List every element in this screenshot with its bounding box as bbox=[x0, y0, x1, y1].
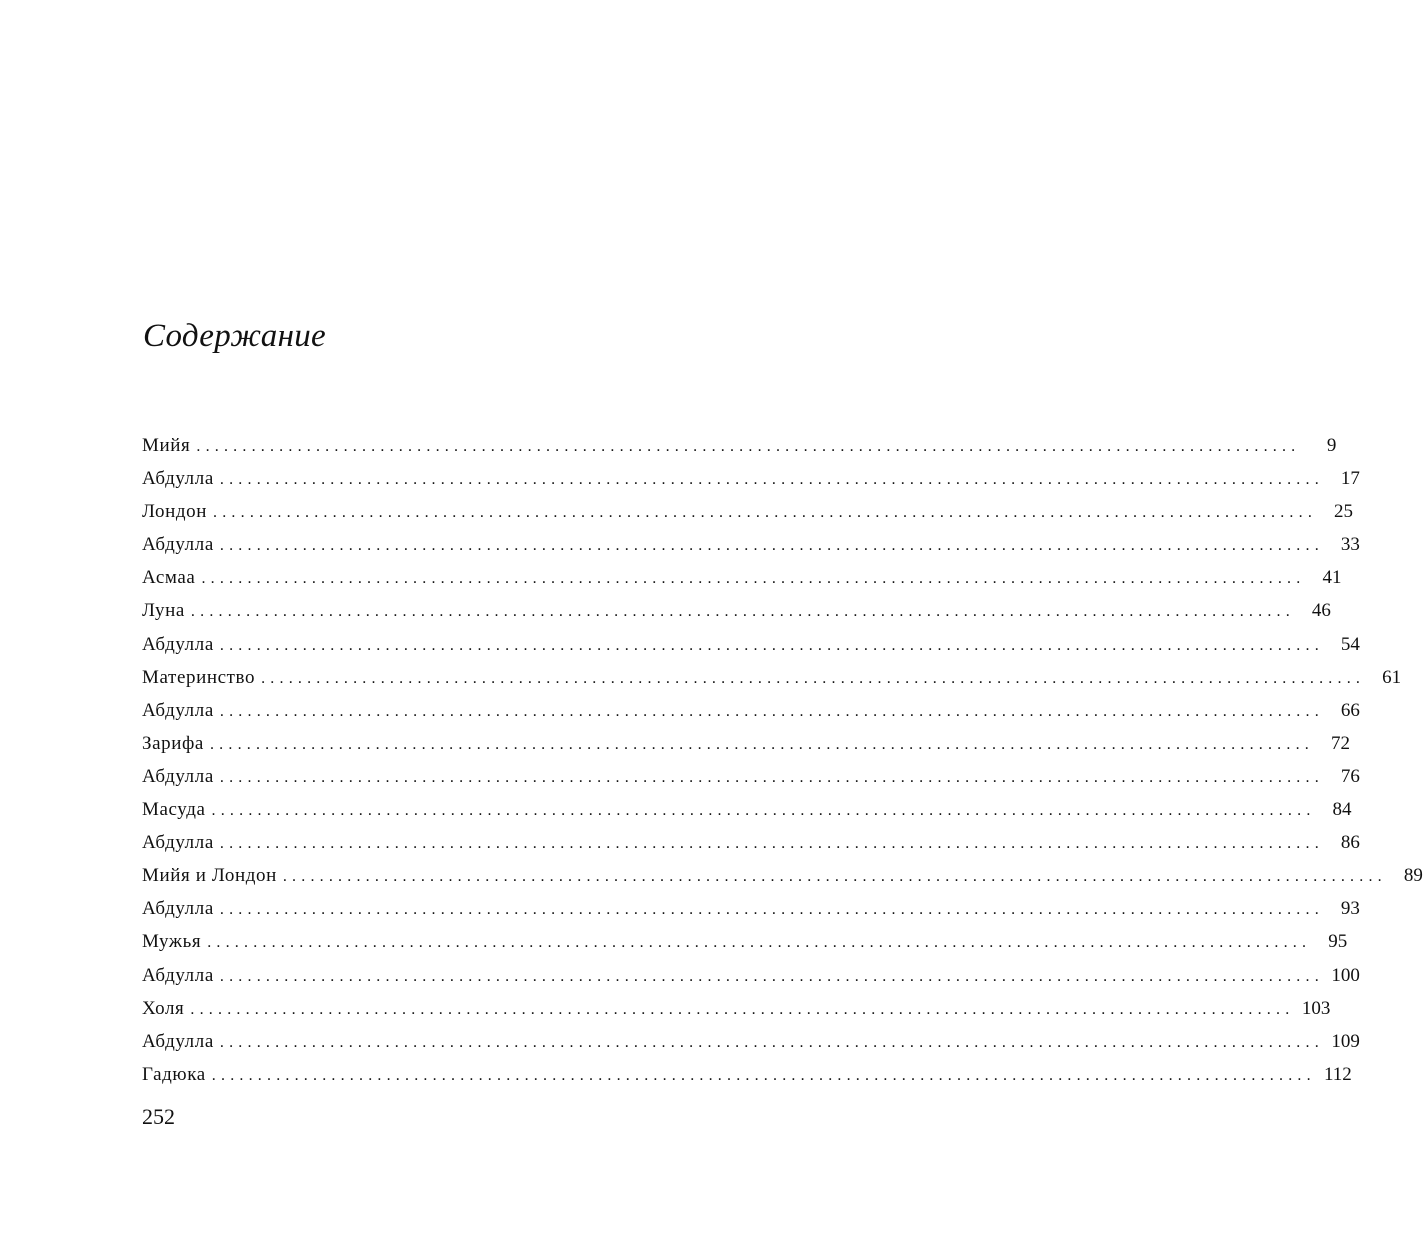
toc-entry-label: Материнство bbox=[142, 666, 256, 688]
toc-entry-page: 9 bbox=[1326, 435, 1337, 456]
dot-leader: ........................................................................................................................ bbox=[207, 934, 1312, 952]
toc-entry bbox=[142, 760, 1360, 793]
toc-entry-label: Масуда bbox=[142, 799, 206, 821]
toc-entry-label: Лондон bbox=[142, 501, 208, 523]
toc-entry-page: 103 bbox=[1301, 997, 1331, 1019]
toc-entry-page: 72 bbox=[1330, 732, 1350, 754]
dot-leader: ........................................................................................................................ bbox=[219, 702, 1324, 720]
toc-entry bbox=[142, 694, 1360, 727]
dot-leader: ........................................................................................................................ bbox=[211, 1066, 1316, 1084]
toc-entry-page: 89 bbox=[1403, 865, 1423, 887]
toc-entry-label: Абдулла bbox=[142, 832, 214, 854]
dot-leader: ........................................................................................................................ bbox=[190, 1000, 1295, 1018]
dot-leader: ........................................................................................................................ bbox=[196, 438, 1301, 455]
toc-entry-page: 17 bbox=[1340, 468, 1360, 490]
dot-leader: ........................................................................................................................ bbox=[201, 570, 1306, 588]
toc-entry-label: Асмаа bbox=[142, 567, 196, 589]
dot-leader: ........................................................................................................................ bbox=[213, 504, 1318, 522]
toc-entry bbox=[142, 992, 1331, 1025]
toc-entry bbox=[142, 561, 1342, 594]
toc-entry-page: 109 bbox=[1331, 1030, 1360, 1052]
toc-entry bbox=[142, 495, 1354, 528]
toc-entry bbox=[142, 892, 1360, 925]
toc-entry bbox=[142, 628, 1360, 661]
toc-entry-page: 66 bbox=[1340, 699, 1360, 721]
dot-leader: ........................................................................................................................ bbox=[282, 868, 1387, 886]
toc-entry bbox=[142, 727, 1350, 760]
dot-leader: ........................................................................................................................ bbox=[211, 802, 1316, 820]
toc-entry-page: 100 bbox=[1331, 964, 1360, 986]
toc-entry-label: Абдулла bbox=[142, 898, 214, 920]
page-number: 252 bbox=[142, 1104, 175, 1129]
dot-leader: ........................................................................................................................ bbox=[219, 967, 1324, 985]
toc-entry-label: Абдулла bbox=[142, 468, 214, 490]
toc-entry bbox=[142, 594, 1331, 627]
toc-entry bbox=[142, 793, 1352, 826]
dot-leader: ........................................................................................................................ bbox=[219, 768, 1324, 786]
toc-entry-label: Зарифа bbox=[142, 732, 204, 754]
dot-leader: ........................................................................................................................ bbox=[219, 1033, 1324, 1051]
toc-entry bbox=[142, 925, 1348, 958]
toc-entry-page: 46 bbox=[1311, 600, 1331, 622]
toc-entry-label: Абдулла bbox=[142, 964, 214, 986]
toc-entry-label: Мийя bbox=[142, 435, 191, 456]
toc-entry-label: Холя bbox=[142, 997, 185, 1019]
toc-entry-page: 61 bbox=[1382, 666, 1402, 688]
toc-entry bbox=[142, 826, 1360, 859]
toc-entry-label: Абдулла bbox=[142, 699, 214, 721]
toc-entry-page: 54 bbox=[1340, 633, 1360, 655]
toc-entry-page: 33 bbox=[1340, 534, 1360, 556]
dot-leader: ........................................................................................................................ bbox=[219, 901, 1324, 919]
toc-entry-label: Луна bbox=[142, 600, 185, 622]
toc-entry bbox=[142, 462, 1360, 495]
toc-entry-page: 86 bbox=[1340, 832, 1360, 854]
toc-entry bbox=[142, 528, 1360, 561]
toc-entry bbox=[142, 1025, 1360, 1058]
toc-entry-page: 25 bbox=[1334, 501, 1354, 523]
dot-leader: ........................................................................................................................ bbox=[219, 537, 1324, 555]
toc-entry bbox=[142, 959, 1360, 992]
toc-entry-label: Мужья bbox=[142, 931, 202, 953]
dot-leader: ........................................................................................................................ bbox=[209, 735, 1314, 753]
dot-leader: ........................................................................................................................ bbox=[219, 471, 1324, 489]
toc-entry-page: 41 bbox=[1322, 567, 1342, 589]
dot-leader: ........................................................................................................................ bbox=[219, 835, 1324, 853]
toc-entry bbox=[142, 859, 1423, 892]
dot-leader: ........................................................................................................................ bbox=[261, 669, 1366, 687]
toc-entry bbox=[142, 1058, 1352, 1091]
toc-entry-label: Абдулла bbox=[142, 633, 214, 655]
toc-entry bbox=[142, 429, 1337, 462]
toc-entry-label: Абдулла bbox=[142, 534, 214, 556]
dot-leader: ........................................................................................................................ bbox=[219, 636, 1324, 654]
toc-entry-page: 84 bbox=[1332, 799, 1352, 821]
toc-entry-page: 93 bbox=[1340, 898, 1360, 920]
toc-list bbox=[142, 429, 1423, 1091]
toc-entry-label: Мийя и Лондон bbox=[142, 865, 277, 887]
toc-entry-page: 95 bbox=[1328, 931, 1348, 953]
toc-title: Содержание bbox=[143, 318, 327, 354]
toc-entry bbox=[142, 661, 1402, 694]
dot-leader: ........................................................................................................................ bbox=[190, 603, 1295, 621]
toc-entry-label: Гадюка bbox=[142, 1063, 206, 1085]
toc-entry-label: Абдулла bbox=[142, 765, 214, 787]
toc-entry-label: Абдулла bbox=[142, 1030, 214, 1052]
toc-entry-page: 112 bbox=[1324, 1063, 1352, 1085]
toc-entry-page: 76 bbox=[1340, 765, 1360, 787]
